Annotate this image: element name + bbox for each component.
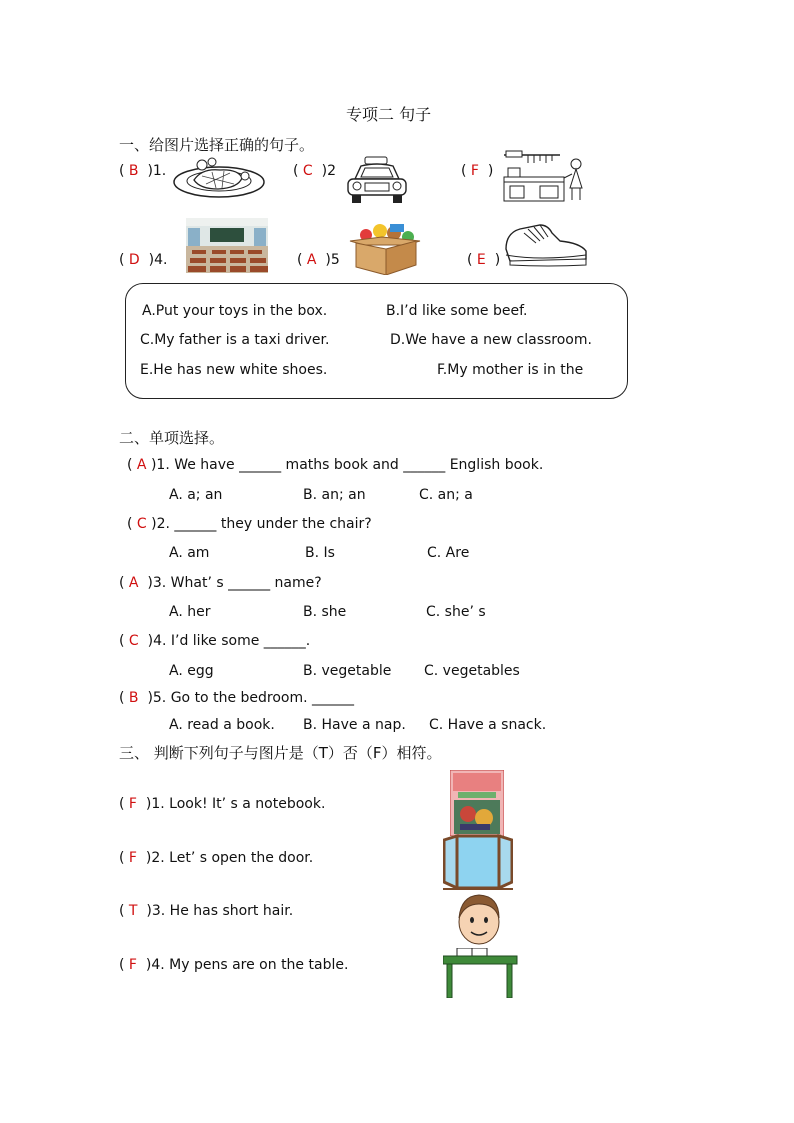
s2-q4-choice-b: B. vegetable [303,663,392,679]
s2-q3-choice-b: B. she [303,604,347,620]
table-image [443,948,519,998]
beef-plate-image [172,156,266,200]
s3-item-2: ( F )2. Let’ s open the door. [119,850,314,866]
s3-item-1: ( F )1. Look! It’ s a notebook. [119,796,326,812]
s1-item-6: ( E ) [467,252,501,268]
s2-q1-choice-a: A. a; an [169,487,223,503]
s1-item-2: ( C )2 [293,163,336,179]
s2-q4-choice-a: A. egg [169,663,214,679]
s2-q4-choice-c: C. vegetables [424,663,520,679]
s2-q2-choice-a: A. am [169,545,210,561]
section3-heading: 三、 判断下列句子与图片是（T）否（F）相符。 [119,744,442,762]
boy-face-image [455,890,503,948]
s1-item-5: ( A )5 [297,252,340,268]
s2-q5-choice-a: A. read a book. [169,717,275,733]
s3-item-4: ( F )4. My pens are on the table. [119,957,349,973]
s1-item-4: ( D )4. [119,252,168,268]
section2-heading: 二、单项选择。 [119,429,225,447]
book-cover-image [450,770,504,836]
s2-q5-choice-b: B. Have a nap. [303,717,406,733]
toy-box-image [346,221,422,275]
kitchen-mother-image [500,150,590,202]
window-image [443,834,513,890]
option-b: B.I’d like some beef. [386,303,528,319]
s2-q3-choice-c: C. she’ s [426,604,486,620]
s2-question-1: ( A )1. We have ______ maths book and ______ English book. [127,457,544,473]
s1-item-1: ( B )1. [119,163,167,179]
s2-q5-choice-c: C. Have a snack. [429,717,547,733]
option-d: D.We have a new classroom. [390,332,592,348]
taxi-image [343,155,411,207]
page-title: 专项二 句子 [346,105,432,124]
option-a: A.Put your toys in the box. [142,303,328,319]
s3-item-3: ( T )3. He has short hair. [119,903,294,919]
option-f: F.My mother is in the [437,362,584,378]
option-c: C.My father is a taxi driver. [140,332,330,348]
section1-heading: 一、给图片选择正确的句子。 [119,136,315,154]
s1-item-3: ( F ) [461,163,494,179]
s1-answer-3: F [470,163,479,179]
s2-q2-choice-c: C. Are [427,545,470,561]
option-e: E.He has new white shoes. [140,362,328,378]
s2-question-2: ( C )2. ______ they under the chair? [127,516,372,532]
s2-q3-choice-a: A. her [169,604,211,620]
s2-question-5: ( B )5. Go to the bedroom. ______ [119,690,355,706]
s1-answer-6: E [476,252,486,268]
white-shoes-image [500,219,590,267]
s2-question-3: ( A )3. What’ s ______ name? [119,575,322,591]
s2-q1-choice-b: B. an; an [303,487,366,503]
classroom-image [186,218,268,273]
s1-answer-2: C [302,163,313,179]
s1-answer-1: B [128,163,139,179]
s2-q2-choice-b: B. Is [305,545,335,561]
s2-q1-choice-c: C. an; a [419,487,473,503]
s1-answer-5: A [306,252,317,268]
s2-question-4: ( C )4. I’d like some ______. [119,633,311,649]
s1-answer-4: D [128,252,140,268]
